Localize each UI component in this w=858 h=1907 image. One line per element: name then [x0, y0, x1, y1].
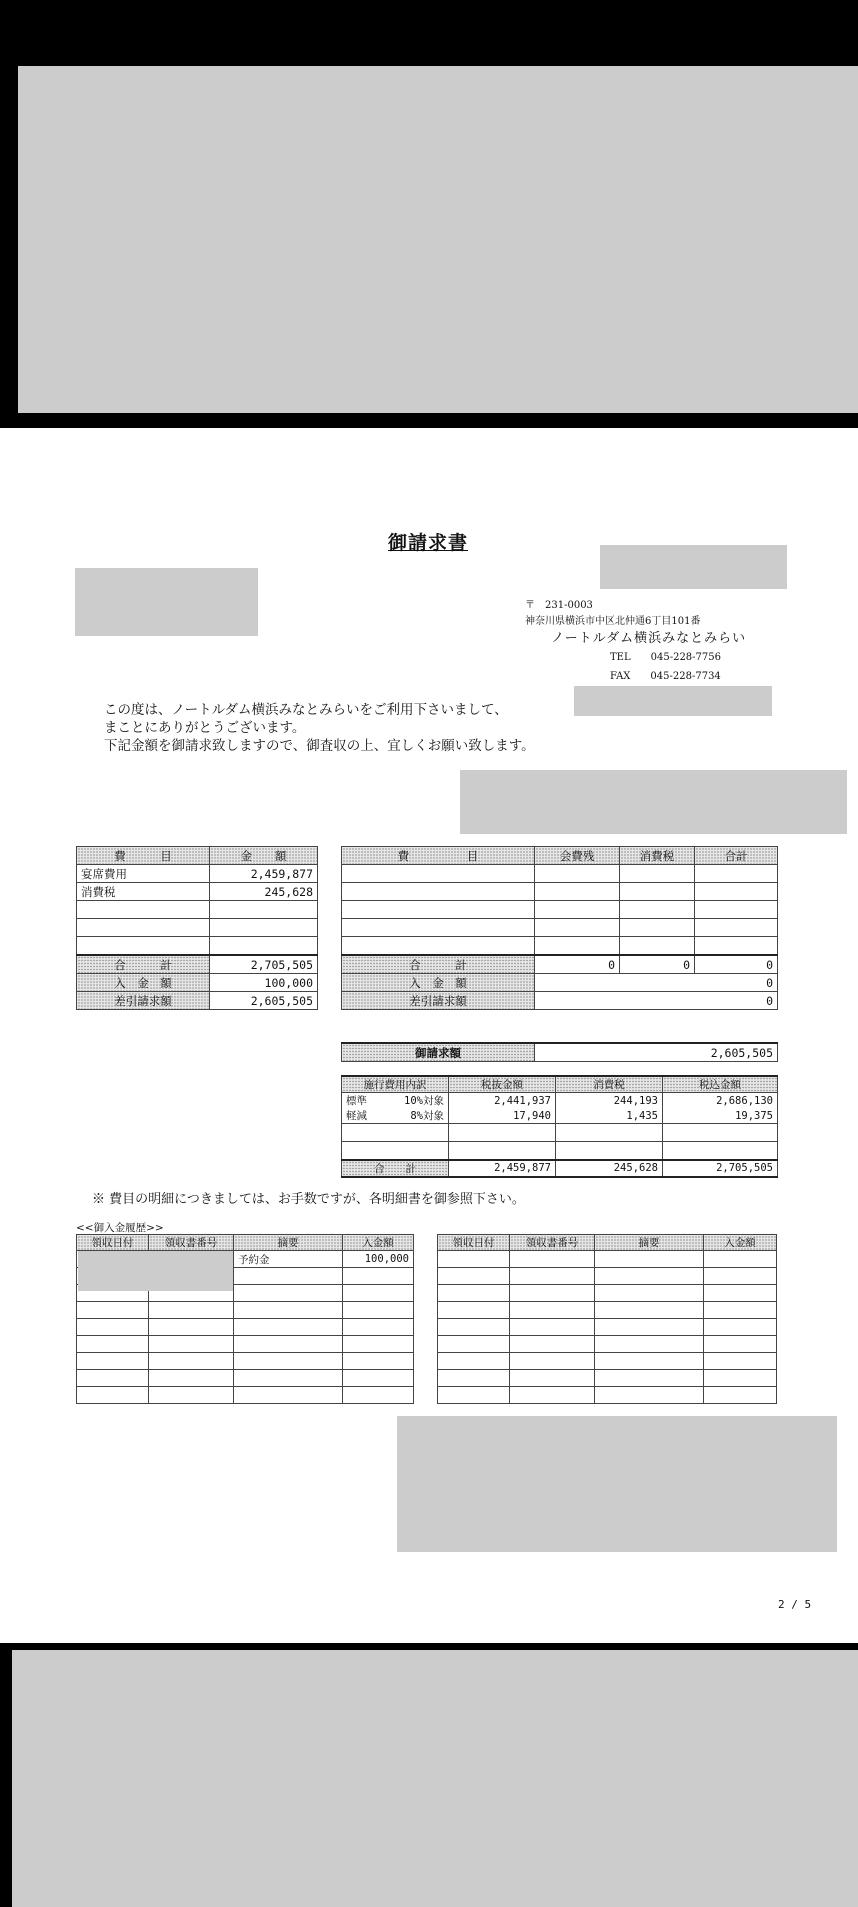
cell [343, 1387, 414, 1404]
cell [704, 1370, 777, 1387]
cell [342, 865, 535, 883]
cell [595, 1268, 704, 1285]
greeting [104, 701, 535, 755]
cell [234, 1336, 343, 1353]
col-amount-header: 金 額 [210, 847, 318, 865]
cell [595, 1285, 704, 1302]
cell [438, 1370, 510, 1387]
cell [343, 1336, 414, 1353]
cell [620, 937, 695, 956]
cell [510, 1302, 595, 1319]
table-row [77, 1319, 414, 1336]
cell [438, 1285, 510, 1302]
cell [149, 1387, 234, 1404]
cell [342, 883, 535, 901]
col-receipt-header: 領収書番号 [510, 1235, 595, 1251]
paid-value: 0 [535, 974, 778, 992]
cell [510, 1285, 595, 1302]
col-desc-header: 摘要 [234, 1235, 343, 1251]
gross-amount: 2,686,130 [663, 1093, 778, 1109]
cell [449, 1124, 556, 1142]
breakdown-cell [342, 1108, 449, 1124]
col-desc-header: 摘要 [595, 1235, 704, 1251]
fee-table [341, 846, 778, 1010]
cell [704, 1268, 777, 1285]
table-row [77, 1336, 414, 1353]
greeting-line2: まことにありがとうございます。 [104, 720, 306, 736]
cell [234, 1353, 343, 1370]
cell [535, 937, 620, 956]
document-title: 御請求書 [388, 532, 469, 554]
table-row [438, 1370, 777, 1387]
cell [149, 1353, 234, 1370]
paid-row [342, 974, 778, 992]
cell [234, 1268, 343, 1285]
balance-value: 2,605,505 [210, 992, 318, 1010]
cell [77, 1319, 149, 1336]
cell [556, 1124, 663, 1142]
col-receipt-header: 領収書番号 [149, 1235, 234, 1251]
cell [595, 1387, 704, 1404]
cell [595, 1302, 704, 1319]
table-row [77, 937, 318, 956]
cell [535, 865, 620, 883]
cell [620, 901, 695, 919]
cell [595, 1336, 704, 1353]
history-title: <<御入金履歴>> [76, 1222, 164, 1234]
cell [438, 1353, 510, 1370]
total-label: 合 計 [77, 955, 210, 974]
redacted-top-block [18, 66, 858, 413]
table-row [438, 1268, 777, 1285]
cell [510, 1336, 595, 1353]
cell [438, 1251, 510, 1268]
row-item: 消費税 [77, 883, 210, 901]
receipt-amount: 100,000 [343, 1251, 414, 1268]
rate-label: 10%対象 [404, 1095, 444, 1107]
cell [343, 1353, 414, 1370]
cell [704, 1336, 777, 1353]
table-row [438, 1319, 777, 1336]
total-label: 合 計 [342, 1160, 449, 1177]
issuer-fax: FAX 045-228-7734 [610, 671, 721, 682]
col-gross-header: 税込金額 [663, 1076, 778, 1093]
total-net: 2,459,877 [449, 1160, 556, 1177]
cell [510, 1251, 595, 1268]
cell [343, 1268, 414, 1285]
cell [234, 1285, 343, 1302]
cell [510, 1370, 595, 1387]
total-label: 合 計 [342, 955, 535, 974]
table-row [438, 1285, 777, 1302]
row-amount [210, 919, 318, 937]
cell [77, 1336, 149, 1353]
greeting-line3: 下記金額を御請求致しますので、御査収の上、宜しくお願い致します。 [104, 738, 535, 754]
table-row [77, 919, 318, 937]
payment-history-right [437, 1234, 777, 1404]
table-row [77, 1302, 414, 1319]
cell [704, 1285, 777, 1302]
total-sum: 0 [695, 955, 778, 974]
col-remaining-header: 会費残 [535, 847, 620, 865]
cell [343, 1370, 414, 1387]
redacted-bottom-block [12, 1650, 858, 1907]
total-gross: 2,705,505 [663, 1160, 778, 1177]
breakdown-cell [342, 1093, 449, 1109]
table-row [438, 1302, 777, 1319]
table-row [77, 883, 318, 901]
table-row [77, 1353, 414, 1370]
table-row [438, 1251, 777, 1268]
cell [438, 1268, 510, 1285]
table-row [438, 1353, 777, 1370]
tax-breakdown-table [341, 1075, 778, 1178]
table-row [438, 1387, 777, 1404]
total-row [342, 955, 778, 974]
redacted-receipt-info [78, 1251, 233, 1291]
balance-label: 差引請求額 [77, 992, 210, 1010]
paid-label: 入 金 額 [342, 974, 535, 992]
balance-row [342, 992, 778, 1010]
cell [149, 1302, 234, 1319]
cell [510, 1319, 595, 1336]
paid-label: 入 金 額 [77, 974, 210, 992]
row-amount [210, 937, 318, 956]
cell [342, 1142, 449, 1160]
redacted-stamp-top [600, 545, 787, 589]
total-value: 2,705,505 [210, 955, 318, 974]
greeting-line1: この度は、ノートルダム横浜みなとみらいをご利用下さいまして、 [104, 702, 508, 718]
row-item [77, 901, 210, 919]
col-item-header: 費 目 [342, 847, 535, 865]
cell [695, 919, 778, 937]
row-amount: 2,459,877 [210, 865, 318, 883]
cell [620, 919, 695, 937]
cell [535, 883, 620, 901]
redacted-stamp-bottom [397, 1416, 837, 1552]
cell [342, 1124, 449, 1142]
table-row [77, 901, 318, 919]
net-amount: 17,940 [449, 1108, 556, 1124]
page-number: 2 / 5 [778, 1598, 812, 1611]
invoice-page [0, 428, 858, 1643]
balance-row [77, 992, 318, 1010]
cell [449, 1142, 556, 1160]
cell [343, 1319, 414, 1336]
cell [556, 1142, 663, 1160]
table-row [77, 865, 318, 883]
col-net-header: 税抜金額 [449, 1076, 556, 1093]
cell [77, 1302, 149, 1319]
table-row [342, 901, 778, 919]
paid-value: 100,000 [210, 974, 318, 992]
col-amount-header: 入金額 [343, 1235, 414, 1251]
cell [438, 1336, 510, 1353]
cell [342, 901, 535, 919]
invoice-total-value: 2,605,505 [535, 1043, 778, 1062]
cell [595, 1319, 704, 1336]
balance-value: 0 [535, 992, 778, 1010]
net-amount: 2,441,937 [449, 1093, 556, 1109]
cell [704, 1319, 777, 1336]
invoice-total-label: 御請求額 [342, 1043, 535, 1062]
balance-label: 差引請求額 [342, 992, 535, 1010]
table-row [342, 1124, 778, 1142]
table-row [438, 1336, 777, 1353]
cell [234, 1319, 343, 1336]
cell [77, 1370, 149, 1387]
cell [704, 1387, 777, 1404]
table-row [342, 937, 778, 956]
receipt-desc: 予約金 [234, 1251, 343, 1268]
col-tax-header: 消費税 [556, 1076, 663, 1093]
cell [342, 919, 535, 937]
gross-amount: 19,375 [663, 1108, 778, 1124]
tax-amount: 1,435 [556, 1108, 663, 1124]
issuer-company: ノートルダム横浜みなとみらい [551, 631, 747, 646]
col-item-header: 費 目 [77, 847, 210, 865]
issuer-tel: TEL 045-228-7756 [610, 652, 721, 663]
cell [620, 865, 695, 883]
cell [535, 901, 620, 919]
cell [695, 883, 778, 901]
row-amount: 245,628 [210, 883, 318, 901]
cell [704, 1302, 777, 1319]
cell [695, 865, 778, 883]
redacted-stamp-mid [574, 686, 772, 716]
table-row [342, 1142, 778, 1160]
col-date-header: 領収日付 [77, 1235, 149, 1251]
table-row [77, 1370, 414, 1387]
rate-category: 軽減 [346, 1110, 367, 1122]
cell [595, 1251, 704, 1268]
cell [535, 919, 620, 937]
cell [704, 1353, 777, 1370]
paid-row [77, 974, 318, 992]
cell [663, 1124, 778, 1142]
col-breakdown-header: 施行費用内訳 [342, 1076, 449, 1093]
cell [438, 1319, 510, 1336]
issuer-address: 神奈川県横浜市中区北仲通6丁目101番 [525, 616, 701, 627]
table-row [342, 865, 778, 883]
invoice-total [341, 1042, 778, 1062]
issuer-postal: 〒 231-0003 [525, 600, 593, 611]
rate-label: 8%対象 [410, 1110, 444, 1122]
total-remaining: 0 [535, 955, 620, 974]
cell [149, 1319, 234, 1336]
total-tax: 245,628 [556, 1160, 663, 1177]
cell [342, 937, 535, 956]
col-tax-header: 消費税 [620, 847, 695, 865]
col-amount-header: 入金額 [704, 1235, 777, 1251]
col-date-header: 領収日付 [438, 1235, 510, 1251]
row-amount [210, 901, 318, 919]
cell [77, 1353, 149, 1370]
total-row [77, 955, 318, 974]
redacted-block-right [460, 770, 847, 834]
cell [595, 1353, 704, 1370]
col-sum-header: 合計 [695, 847, 778, 865]
summary-table [76, 846, 318, 1010]
table-row [342, 883, 778, 901]
cell [438, 1387, 510, 1404]
cell [343, 1285, 414, 1302]
cell [234, 1387, 343, 1404]
cell [77, 1387, 149, 1404]
cell [510, 1353, 595, 1370]
cell [663, 1142, 778, 1160]
cell [595, 1370, 704, 1387]
cell [438, 1302, 510, 1319]
total-tax: 0 [620, 955, 695, 974]
total-row [342, 1160, 778, 1177]
table-row [342, 919, 778, 937]
cell [149, 1336, 234, 1353]
cell [510, 1387, 595, 1404]
row-item: 宴席費用 [77, 865, 210, 883]
cell [695, 937, 778, 956]
cell [234, 1302, 343, 1319]
row-item [77, 937, 210, 956]
row-item [77, 919, 210, 937]
redacted-recipient-name [75, 568, 258, 636]
cell [510, 1268, 595, 1285]
cell [149, 1370, 234, 1387]
table-row [342, 1093, 778, 1109]
cell [695, 901, 778, 919]
tax-amount: 244,193 [556, 1093, 663, 1109]
table-row [77, 1387, 414, 1404]
issuer-block [525, 596, 746, 686]
cell [343, 1302, 414, 1319]
cell [234, 1370, 343, 1387]
cell [704, 1251, 777, 1268]
detail-note: ※ 費目の明細につきましては、お手数ですが、各明細書を御参照下さい。 [92, 1192, 525, 1207]
rate-category: 標準 [346, 1095, 367, 1107]
table-row [342, 1108, 778, 1124]
cell [620, 883, 695, 901]
